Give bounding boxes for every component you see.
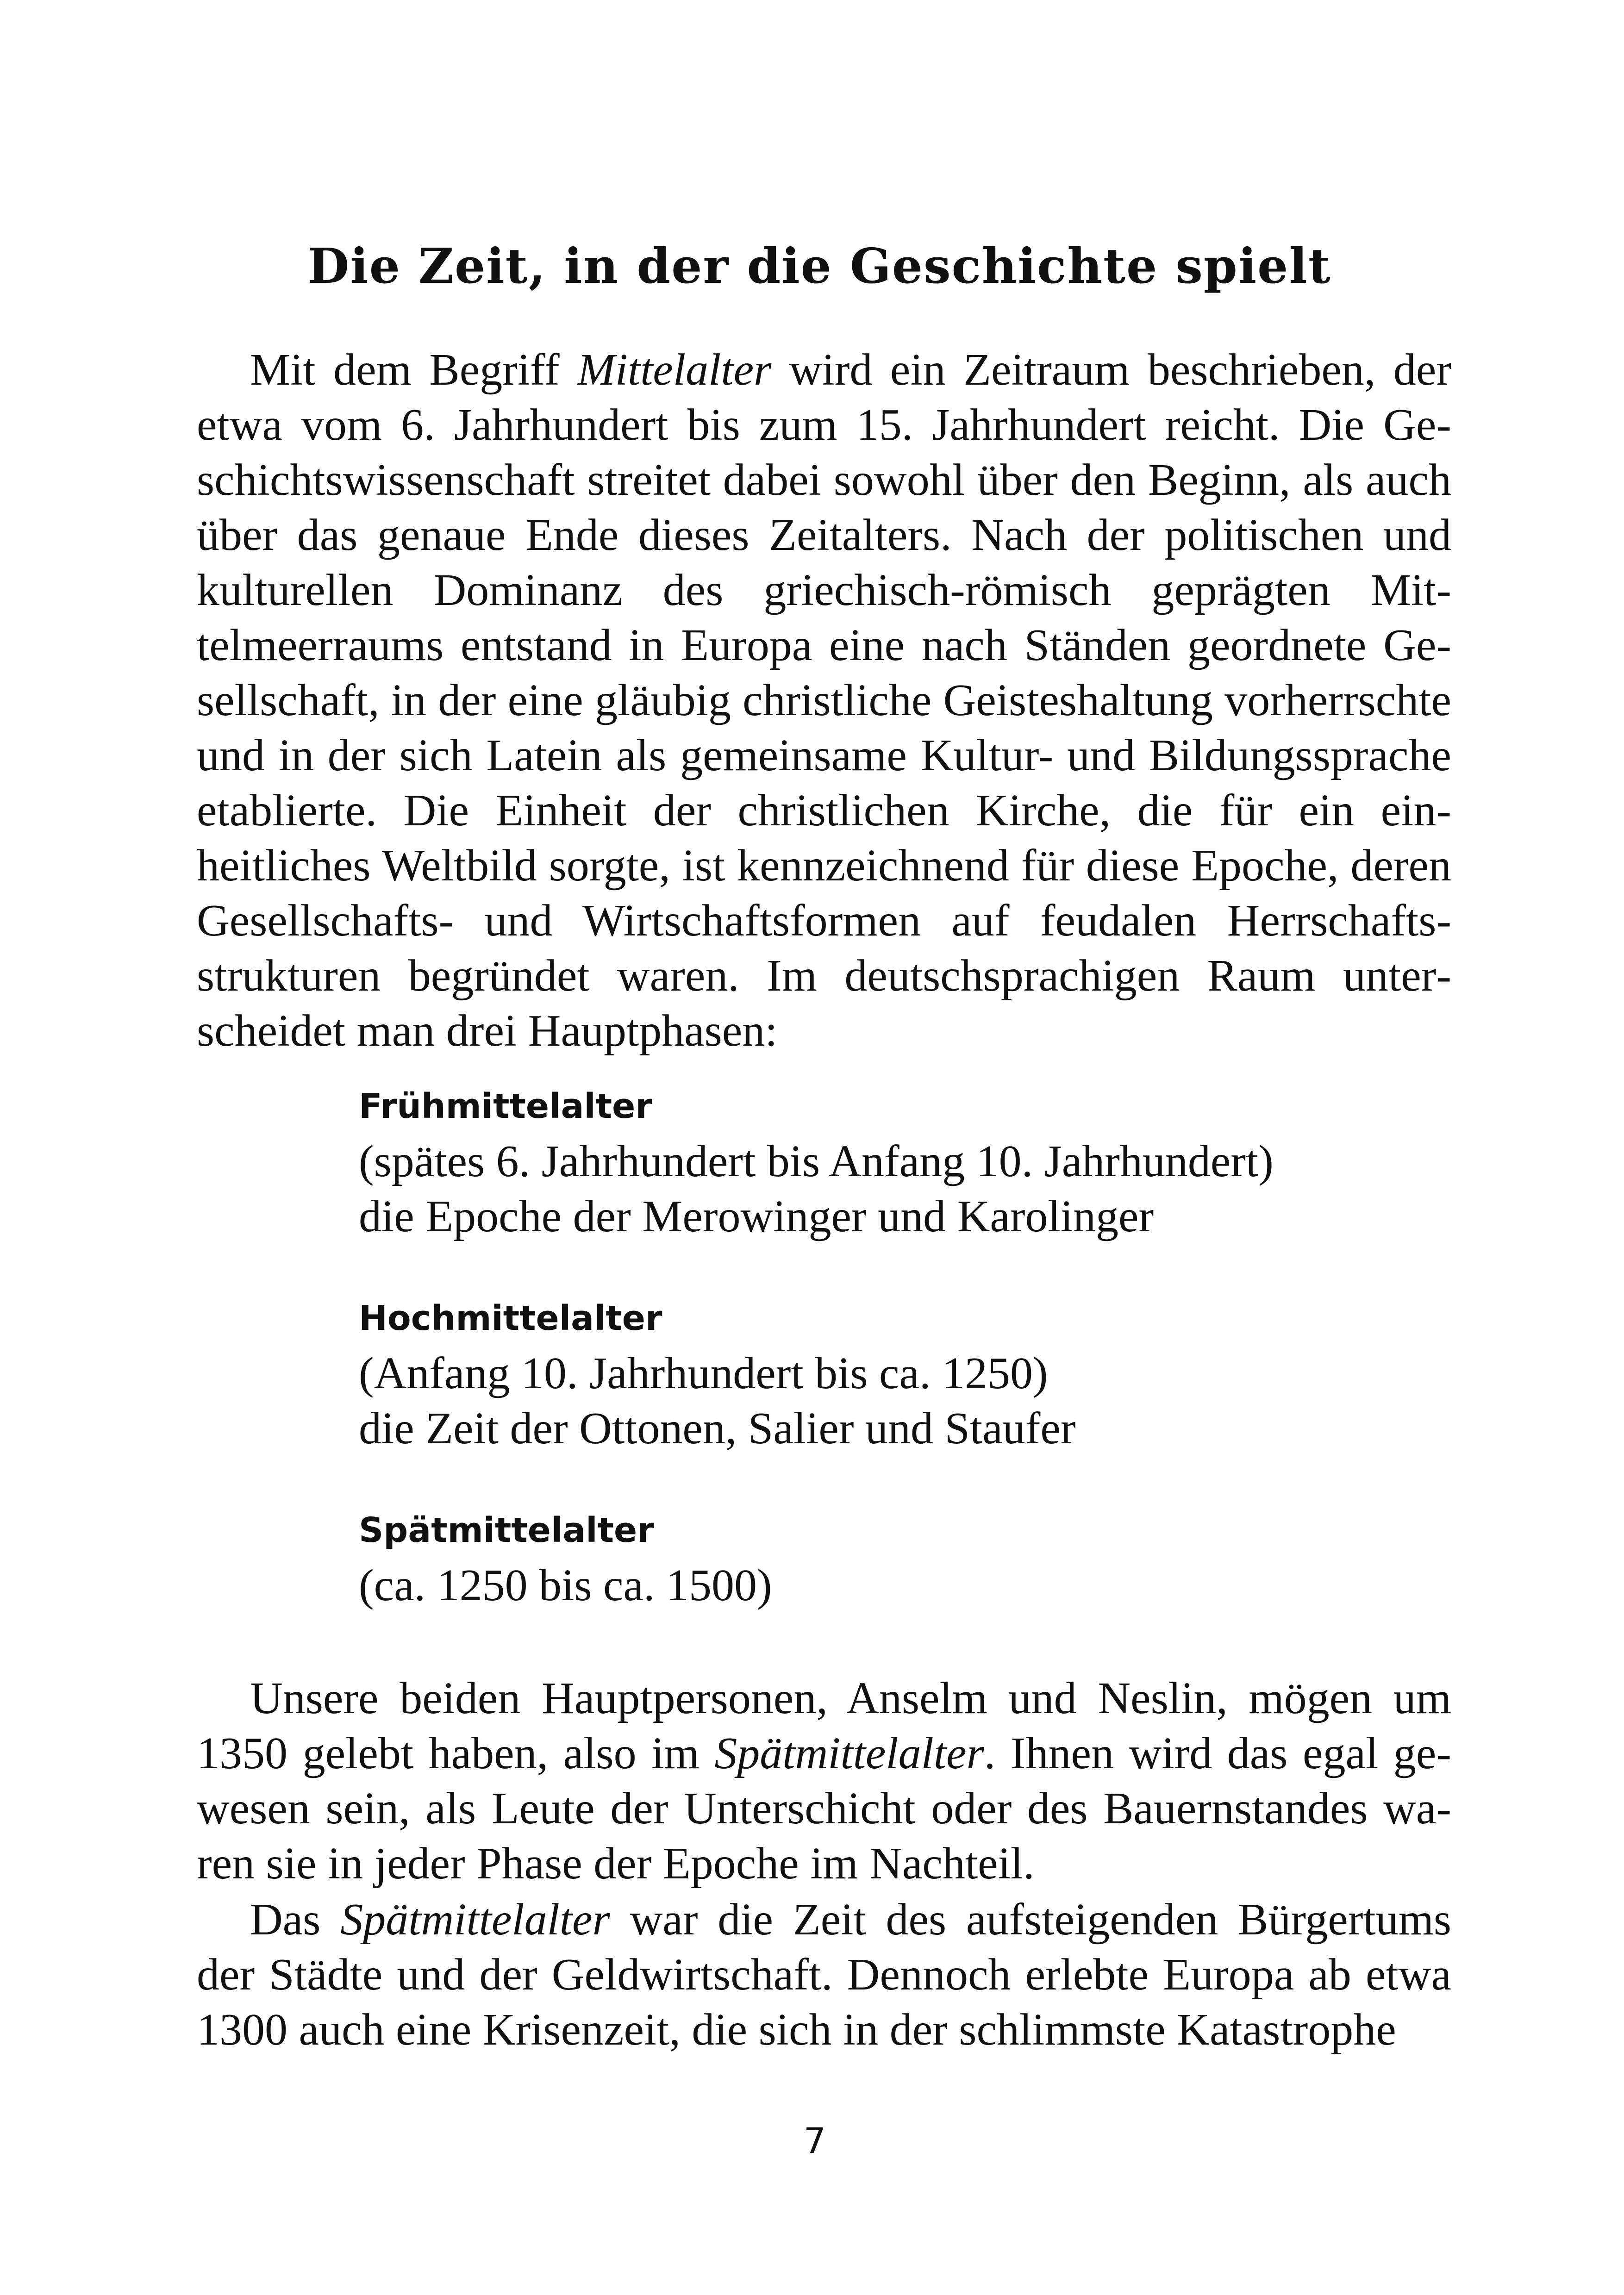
period-name: Frühmittelalter <box>359 1086 652 1126</box>
period-range: (Anfang 10. Jahrhundert bis ca. 1250) <box>359 1348 1048 1398</box>
period-entry <box>359 1503 1424 1613</box>
paragraph <box>197 1671 1451 1891</box>
text-run: Das <box>250 1895 341 1945</box>
protagonists-paragraph <box>197 1671 1451 1891</box>
emphasis-term: Spätmittelalter <box>714 1728 984 1778</box>
paragraph <box>197 343 1451 1059</box>
period-name: Spätmittelalter <box>359 1510 654 1550</box>
period-description: die Epoche der Merowinger und Karolinger <box>359 1191 1154 1241</box>
emphasis-term: Spätmittelalter <box>340 1895 610 1945</box>
period-name: Hochmittelalter <box>359 1298 662 1338</box>
period-description: die Zeit der Ottonen, Salier und Staufer <box>359 1403 1076 1453</box>
intro-paragraph <box>197 343 1451 1059</box>
emphasis-term: Mittelalter <box>577 345 772 395</box>
period-entry <box>359 1291 1424 1456</box>
paragraph <box>197 1892 1451 2058</box>
text-run: wird ein Zeitraum beschrieben, der etwa vom 6. Jahrhundert bis zum 15. Jahrhundert reicht. Die Geschichtswissenschaft streitet dabei sowohl über den Beginn, als auch über das genaue Ende dieses Zeitalters. Nach der politischen und kulturellen Dominanz des griechisch-römisch geprägten Mittelmeerraums entstand in Europa eine nach Ständen geordnete Gesellschaft, in der eine gläubig christliche Geisteshaltung vorherrschte und in der sich Latein als gemeinsame Kultur- und Bildungssprache etablierte. Die Einheit der christlichen Kirche, die für ein einheitliches Weltbild sorgte, ist kennzeichnend für diese Epoche, deren Gesellschafts- und Wirtschaftsformen auf feudalen Herrschaftsstrukturen begründet waren. Im deutschsprachigen Raum unterscheidet man drei Hauptphasen: <box>197 345 1452 1056</box>
chapter-title: Die Zeit, in der die Geschichte spielt <box>307 237 1331 294</box>
period-list <box>359 1079 1424 1659</box>
period-range: (ca. 1250 bis ca. 1500) <box>359 1560 772 1610</box>
text-run: Unsere beiden Hauptpersonen, Anselm und Neslin, mögen um 1350 gelebt haben, also im <box>197 1673 1451 1778</box>
text-run: Mit dem Begriff <box>250 345 578 395</box>
period-entry <box>359 1079 1424 1244</box>
late-middle-ages-paragraph <box>197 1892 1451 2058</box>
period-range: (spätes 6. Jahrhundert bis Anfang 10. Jahrhundert) <box>359 1136 1274 1186</box>
page-number: 7 <box>803 2120 826 2161</box>
text-run: war die Zeit des aufsteigenden Bürgertums der Städte und der Geldwirtschaft. Dennoch erlebte Europa ab etwa 1300 auch eine Krisenzeit, die sich in der schlimmste Katastrophe <box>197 1895 1451 2055</box>
text-run: . Ihnen wird das egal gewesen sein, als Leute der Unterschicht oder des Bauernstandes waren sie in jeder Phase der Epoche im Nachteil. <box>197 1728 1451 1889</box>
